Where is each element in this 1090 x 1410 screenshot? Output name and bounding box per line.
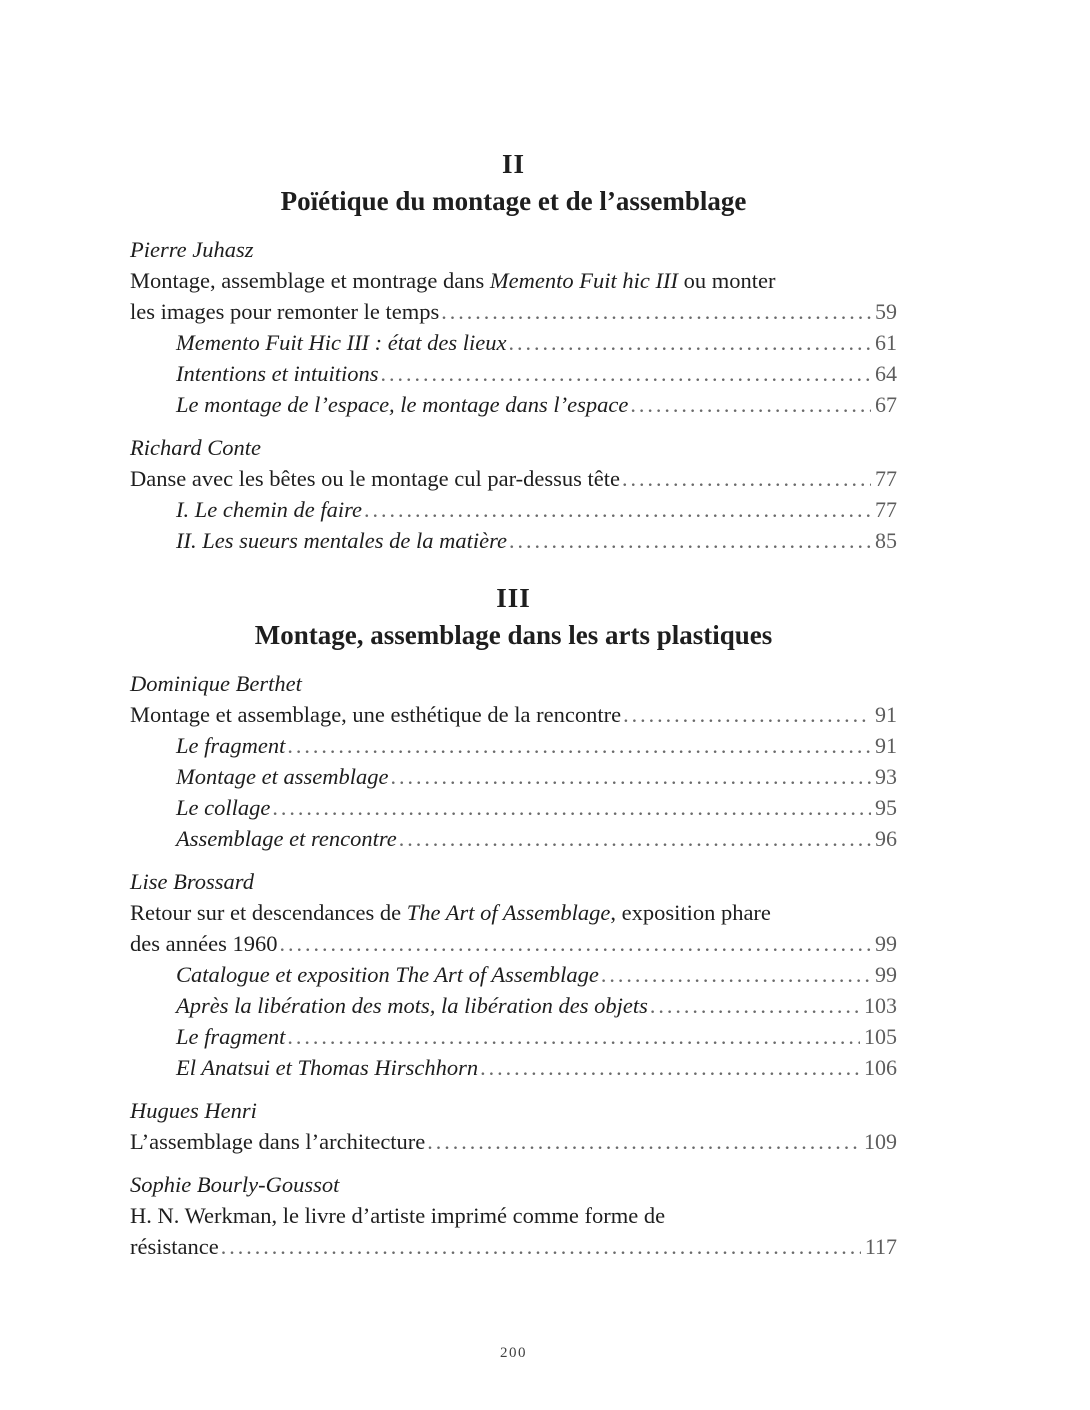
page-ref: 117 [864, 1234, 897, 1259]
page-ref: 67 [875, 392, 897, 417]
author-name: Pierre Juhasz [130, 237, 254, 262]
leader-dots [287, 730, 871, 761]
entry-title: H. N. Werkman, le livre d’artiste imprimé comme forme de [130, 1203, 666, 1228]
page-ref: 59 [875, 299, 897, 324]
sub-entry [130, 494, 897, 525]
sub-entry-title: Montage et assemblage [176, 764, 389, 789]
page-ref: 109 [864, 1129, 897, 1154]
sub-entry-title: Assemblage et rencontre [176, 826, 397, 851]
page-ref: 105 [864, 1024, 897, 1049]
sub-entry-title: I. Le chemin de faire [176, 497, 362, 522]
page-ref: 77 [875, 497, 897, 522]
entry-line [130, 897, 897, 928]
leader-dots [390, 761, 871, 792]
page-ref: 91 [875, 702, 897, 727]
page-ref: 99 [875, 931, 897, 956]
toc-group-bourly-goussot [130, 1169, 897, 1262]
entry-line [130, 265, 897, 296]
toc-group-brossard [130, 866, 897, 1083]
sub-entry [130, 990, 897, 1021]
section-number: III [496, 583, 531, 613]
sub-entry-title: Memento Fuit Hic III : état des lieux [176, 330, 507, 355]
sub-entry-title: Le collage [176, 795, 271, 820]
entry-line [130, 1200, 897, 1231]
entry-title-italic: Memento Fuit hic III [489, 268, 678, 293]
page-ref: 77 [875, 466, 897, 491]
sub-entry-title: Intentions et intuitions [176, 361, 379, 386]
entry-title [130, 897, 771, 928]
page-ref: 91 [875, 733, 897, 758]
sub-entry-title: Le fragment [176, 1024, 286, 1049]
entry-title: Montage et assemblage, une esthétique de la rencontre [130, 702, 622, 727]
page-ref: 106 [864, 1055, 897, 1080]
sub-entry [130, 389, 897, 420]
entry-title: résistance [130, 1234, 219, 1259]
entry-title: Danse avec les bêtes ou le montage cul par-dessus tête [130, 466, 620, 491]
entry-title-post: , exposition phare [610, 900, 771, 925]
sub-entry-title: Catalogue et exposition The Art of Assemblage [176, 962, 599, 987]
page-ref: 96 [875, 826, 897, 851]
entry-line [130, 296, 897, 327]
page-ref: 61 [875, 330, 897, 355]
leader-dots [509, 327, 871, 358]
toc-group-juhasz [130, 234, 897, 420]
leader-dots [221, 1231, 861, 1262]
sub-entry [130, 1021, 897, 1052]
sub-entry [130, 327, 897, 358]
section-title: Poïétique du montage et de l’assemblage [280, 186, 747, 216]
entry-line [130, 1126, 897, 1157]
entry-title-pre: Montage, assemblage et montrage dans [130, 268, 490, 293]
page-ref: 85 [875, 528, 897, 553]
sub-entry-title: El Anatsui et Thomas Hirschhorn [176, 1055, 479, 1080]
sub-entry [130, 358, 897, 389]
toc-group-conte [130, 432, 897, 556]
page-ref: 99 [875, 962, 897, 987]
leader-dots [381, 358, 872, 389]
entry-title: des années 1960 [130, 931, 278, 956]
entry-title: les images pour remonter le temps [130, 299, 440, 324]
entry-line [130, 699, 897, 730]
section-title: Montage, assemblage dans les arts plastiques [254, 620, 773, 650]
page-ref: 93 [875, 764, 897, 789]
author-name: Richard Conte [130, 435, 262, 460]
entry-title-italic: The Art of Assemblage [406, 900, 611, 925]
page-ref: 64 [875, 361, 897, 386]
leader-dots [650, 990, 860, 1021]
entry-line [130, 463, 897, 494]
leader-dots [630, 389, 871, 420]
section-number: II [501, 149, 525, 179]
folio-page-number: 200 [500, 1345, 527, 1361]
entry-title [130, 265, 775, 296]
page-ref: 103 [864, 993, 897, 1018]
sub-entry-title: II. Les sueurs mentales de la matière [176, 528, 507, 553]
toc-group-henri [130, 1095, 897, 1157]
leader-dots [427, 1126, 860, 1157]
entry-line [130, 1231, 897, 1262]
leader-dots [480, 1052, 860, 1083]
sub-entry-title: Le montage de l’espace, le montage dans l’espace [176, 392, 629, 417]
sub-entry [130, 792, 897, 823]
leader-dots [441, 296, 871, 327]
sub-entry [130, 730, 897, 761]
sub-entry-title: Le fragment [176, 733, 286, 758]
entry-title-pre: Retour sur et descendances de [130, 900, 407, 925]
leader-dots [399, 823, 871, 854]
page-ref: 95 [875, 795, 897, 820]
leader-dots [509, 525, 871, 556]
author-name: Hugues Henri [130, 1098, 257, 1123]
leader-dots [279, 928, 871, 959]
entry-line [130, 928, 897, 959]
author-name: Dominique Berthet [130, 671, 302, 696]
entry-title: L’assemblage dans l’architecture [130, 1129, 426, 1154]
author-name: Sophie Bourly-Goussot [130, 1172, 340, 1197]
leader-dots [287, 1021, 860, 1052]
sub-entry [130, 959, 897, 990]
sub-entry [130, 1052, 897, 1083]
sub-entry [130, 761, 897, 792]
leader-dots [623, 699, 871, 730]
leader-dots [364, 494, 871, 525]
toc-group-berthet [130, 668, 897, 854]
sub-entry [130, 823, 897, 854]
author-name: Lise Brossard [130, 869, 254, 894]
leader-dots [601, 959, 871, 990]
section-ii [130, 146, 897, 556]
sub-entry-title: Après la libération des mots, la libération des objets [176, 993, 648, 1018]
leader-dots [622, 463, 871, 494]
section-iii [130, 580, 897, 1262]
entry-title-post: ou monter [677, 268, 776, 293]
leader-dots [272, 792, 871, 823]
sub-entry [130, 525, 897, 556]
